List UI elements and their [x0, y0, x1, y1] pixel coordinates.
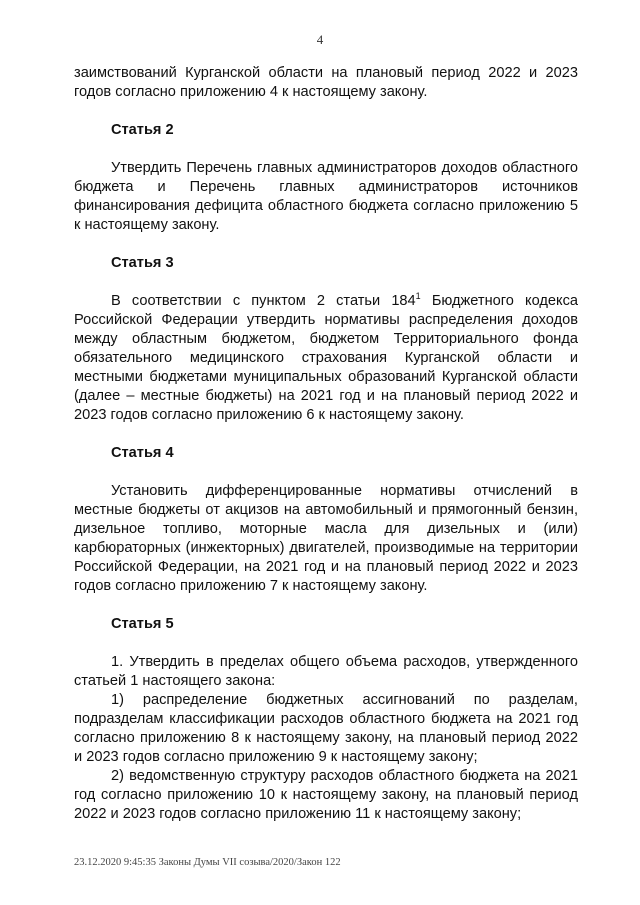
paragraph-text-part: В соответствии с пунктом 2 статьи 184: [111, 293, 416, 309]
document-footer: 23.12.2020 9:45:35 Законы Думы VII созыва/2020/Закон 122: [74, 857, 341, 868]
article-paragraph: 1. Утвердить в пределах общего объема расходов, утвержденного статьей 1 настоящего закона:: [74, 654, 578, 689]
article-heading: Статья 2: [111, 122, 174, 138]
article-heading: Статья 4: [111, 445, 174, 461]
article-3: [74, 254, 578, 425]
page-number: 4: [316, 32, 324, 47]
article-paragraph: [74, 292, 578, 425]
article-4: [74, 444, 578, 596]
document-body: [74, 64, 578, 824]
article-paragraph: Установить дифференцированные нормативы отчислений в местные бюджеты от акцизов на автомобильный и прямогонный бензин, дизельное топливо, моторные масла для дизельных и (или) карбюраторных (инжекторных) двигателей, производимые на территории Российской Федерации, на 2021 год и на плановый период 2022 и 2023 годов согласно приложению 7 к настоящему закону.: [74, 483, 578, 594]
list-item: 2) ведомственную структуру расходов областного бюджета на 2021 год согласно приложению 10 к настоящему закону, на плановый период 2022 и 2023 годов согласно приложению 11 к настоящему закону;: [74, 768, 578, 822]
article-heading: Статья 5: [111, 616, 174, 632]
article-5: [74, 615, 578, 824]
footnote-superscript: 1: [415, 291, 421, 301]
article-paragraph: Утвердить Перечень главных администраторов доходов областного бюджета и Перечень главных администраторов источников финансирования дефицита областного бюджета согласно приложению 5 к настоящему закону.: [74, 160, 578, 233]
article-2: [74, 121, 578, 235]
list-item: 1) распределение бюджетных ассигнований по разделам, подразделам классификации расходов областного бюджета на 2021 год согласно приложению 8 к настоящему закону, на плановый период 2022 и 2023 годов согласно приложению 9 к настоящему закону;: [74, 692, 578, 765]
paragraph-text-part: Бюджетного кодекса Российской Федерации утвердить нормативы распределения доходов между областным бюджетом, бюджетом Территориального фонда обязательного медицинского страхования Курганской области и местными бюджетами муниципальных образований Курганской области (далее – местные бюджеты) на 2021 год и на плановый период 2022 и 2023 годов согласно приложению 6 к настоящему закону.: [74, 293, 578, 423]
intro-paragraph: заимствований Курганской области на плановый период 2022 и 2023 годов согласно приложению 4 к настоящему закону.: [74, 65, 578, 100]
article-heading: Статья 3: [111, 255, 174, 271]
